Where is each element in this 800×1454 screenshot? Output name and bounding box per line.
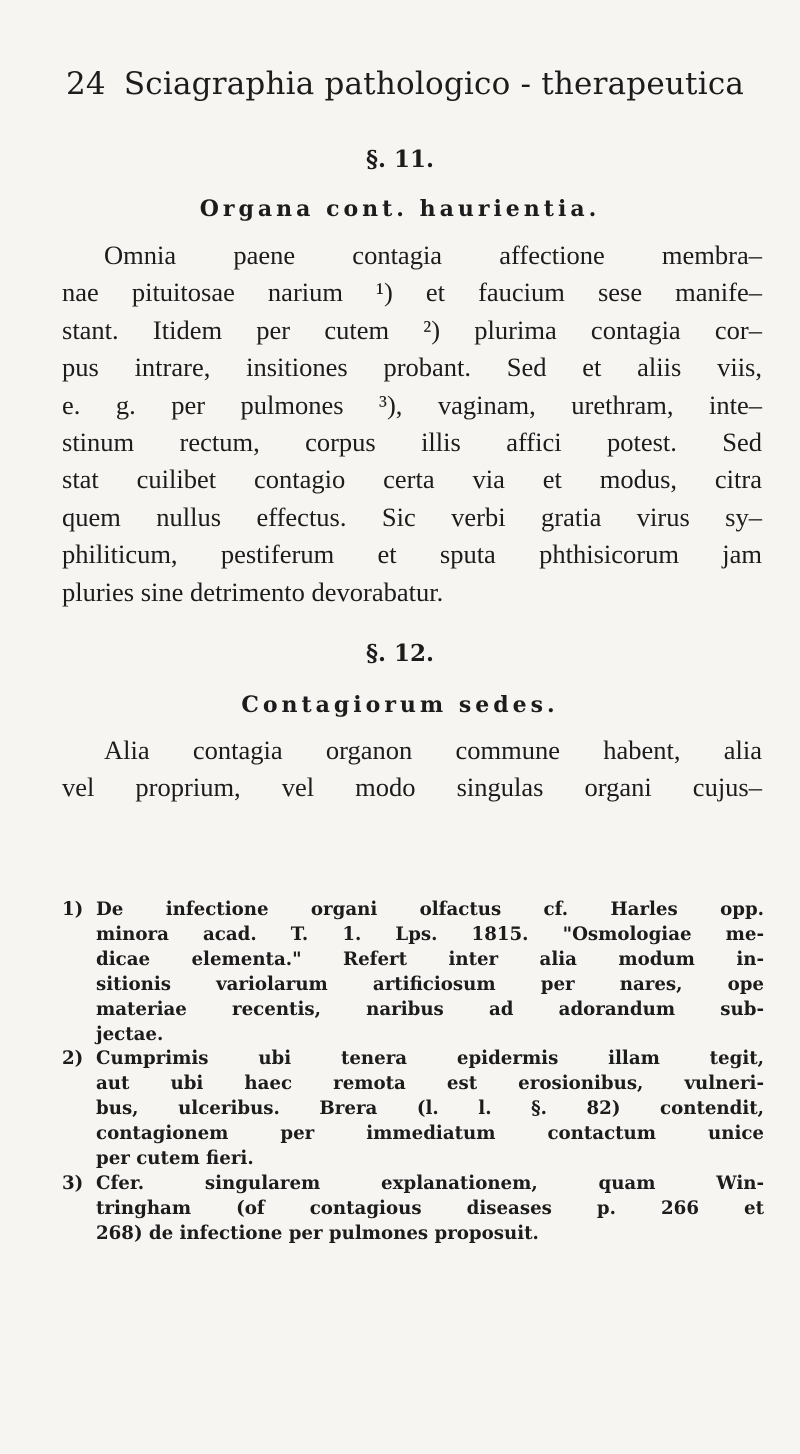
footnote-number: 1) xyxy=(62,899,84,920)
text-line: quem nullus effectus. Sic verbi gratia virus sy– xyxy=(62,501,762,532)
footnote-number: 3) xyxy=(62,1172,84,1194)
page-number: 24 xyxy=(66,66,106,102)
footnote-line: 268) de infectione per pulmones proposuit. xyxy=(96,1222,539,1244)
footnote-line: dicae elementa." Refert inter alia modum in- xyxy=(96,948,764,970)
text-line: philiticum, pestiferum et sputa phthisicorum jam xyxy=(62,539,762,570)
footnote-line: per cutem fieri. xyxy=(96,1148,254,1170)
footnote-line: Cfer. singularem explanationem, quam Win- xyxy=(96,1172,764,1194)
text-line: stant. Itidem per cutem ²) plurima contagia cor– xyxy=(62,314,762,345)
text-line: nae pituitosae narium ¹) et faucium sese manife– xyxy=(62,277,762,308)
text-line: Omnia paene contagia affectione membra– xyxy=(104,240,762,270)
footnote-2 xyxy=(62,1047,764,1172)
text-line: stinum rectum, corpus illis affici potest. Sed xyxy=(62,427,762,458)
running-title: Sciagraphia pathologico - therapeutica xyxy=(123,66,745,102)
text-line: pus intrare, insitiones probant. Sed et aliis viis, xyxy=(62,352,762,383)
footnote-3 xyxy=(62,1172,764,1247)
section-11-heading: Organa cont. haurientia. xyxy=(199,196,601,222)
running-head xyxy=(66,66,766,102)
section-12-heading: Contagiorum sedes. xyxy=(241,692,559,718)
footnotes xyxy=(62,898,764,1247)
footnote-line: contagionem per immediatum contactum unice xyxy=(96,1123,764,1145)
text-line: pluries sine detrimento devorabatur. xyxy=(62,576,444,607)
footnote-line: aut ubi haec remota est erosionibus, vulneri- xyxy=(96,1073,764,1095)
text-line: e. g. per pulmones ³), vaginam, urethram, inte– xyxy=(62,389,762,420)
footnote-line: sitionis variolarum artificiosum per nares, ope xyxy=(96,973,764,995)
section-11-number: §. 11. xyxy=(365,146,435,173)
footnote-line: bus, ulceribus. Brera (l. l. §. 82) contendit, xyxy=(96,1098,764,1120)
footnote-line: jectae. xyxy=(96,1023,164,1045)
footnote-line: minora acad. T. 1. Lps. 1815. "Osmologiae me- xyxy=(96,923,764,945)
section-12-number: §. 12. xyxy=(365,640,435,667)
text-line: Alia contagia organon commune habent, alia xyxy=(104,735,762,765)
section-11-paragraph xyxy=(62,237,762,611)
text-line: vel proprium, vel modo singulas organi cujus– xyxy=(62,772,762,803)
footnote-line: tringham (of contagious diseases p. 266 et xyxy=(96,1197,764,1219)
text-line: stat cuilibet contagio certa via et modus, citra xyxy=(62,464,762,495)
footnote-1 xyxy=(62,898,764,1047)
footnote-line: De infectione organi olfactus cf. Harles opp. xyxy=(96,899,764,920)
footnote-line: Cumprimis ubi tenera epidermis illam tegit, xyxy=(96,1048,764,1070)
footnote-number: 2) xyxy=(62,1048,84,1070)
section-12-paragraph xyxy=(62,732,762,807)
footnote-line: materiae recentis, naribus ad adorandum sub- xyxy=(96,998,764,1020)
